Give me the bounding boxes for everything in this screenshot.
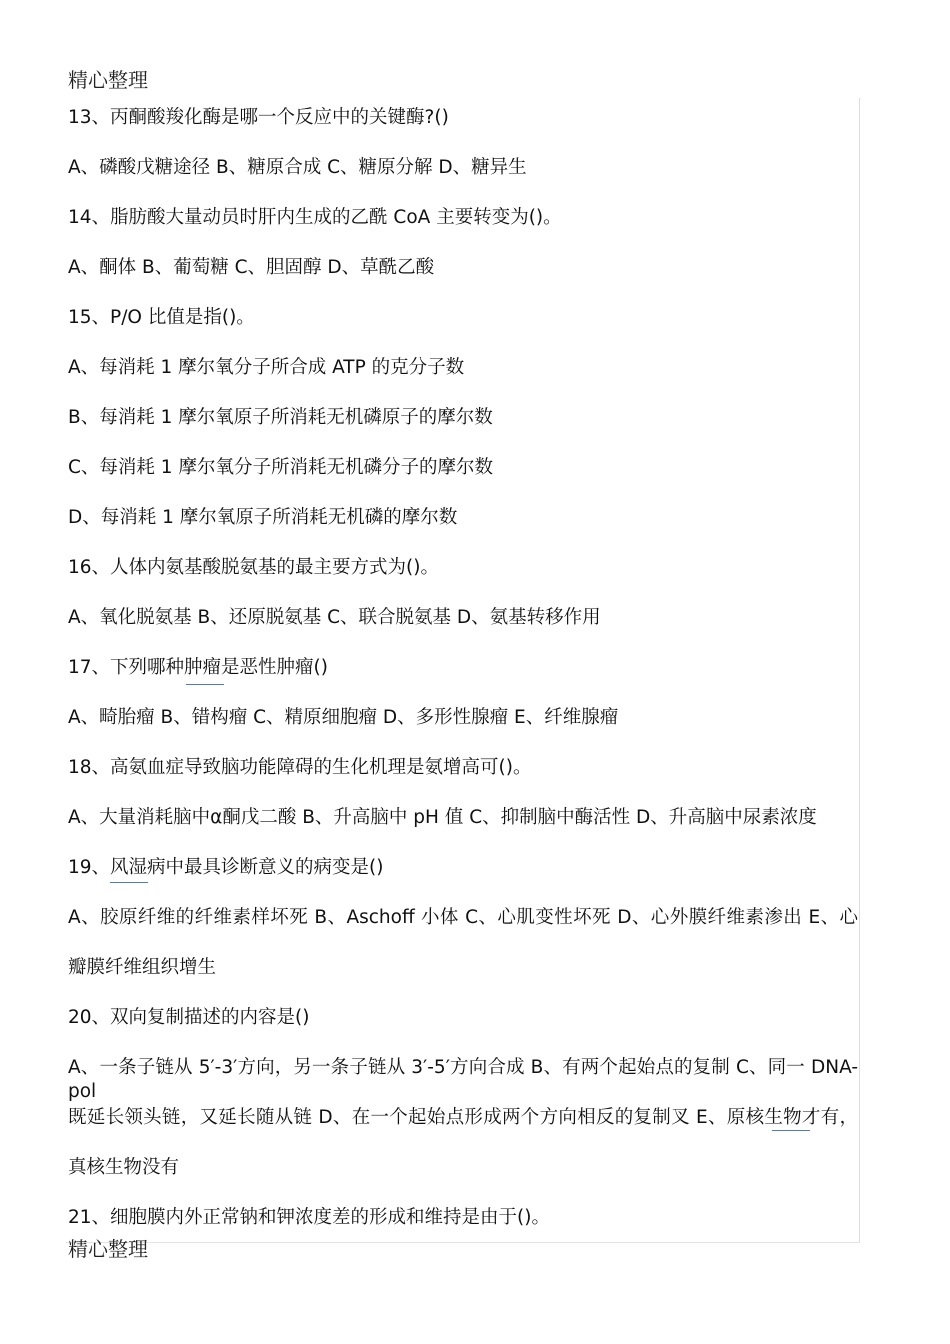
spell-check-underline: [772, 1130, 810, 1131]
page-footer: 精心整理: [68, 1237, 148, 1261]
spell-check-underline: [110, 882, 148, 883]
option-15c: C、每消耗 1 摩尔氧分子所消耗无机磷分子的摩尔数: [68, 457, 493, 478]
options-19: A、胶原纤维的纤维素样坏死 B、Aschoff 小体 C、心肌变性坏死 D、心外膜纤维素渗出 E、心: [68, 907, 858, 928]
question-18: 18、高氨血症导致脑功能障碍的生化机理是氨增高可()。: [68, 757, 532, 778]
question-17: 17、下列哪种肿瘤是恶性肿瘤(): [68, 657, 328, 678]
options-20: A、一条子链从 5′-3′方向，另一条子链从 3′-5′方向合成 B、有两个起始点的复制 C、同一 DNA-pol: [68, 1057, 858, 1102]
options-14: A、酮体 B、葡萄糖 C、胆固醇 D、草酰乙酸: [68, 257, 435, 278]
page-header: 精心整理: [68, 68, 148, 92]
options-18: A、大量消耗脑中α酮戊二酸 B、升高脑中 pH 值 C、抑制脑中酶活性 D、升高脑中尿素浓度: [68, 807, 817, 828]
question-16: 16、人体内氨基酸脱氨基的最主要方式为()。: [68, 557, 439, 578]
options-19-continued: 瓣膜纤维组织增生: [68, 957, 217, 978]
options-17: A、畸胎瘤 B、错构瘤 C、精原细胞瘤 D、多形性腺瘤 E、纤维腺瘤: [68, 707, 619, 728]
options-20-continued: 既延长领头链，又延长随从链 D、在一个起始点形成两个方向相反的复制叉 E、原核生物才有，: [68, 1107, 858, 1128]
options-16: A、氧化脱氨基 B、还原脱氨基 C、联合脱氨基 D、氨基转移作用: [68, 607, 601, 628]
option-15b: B、每消耗 1 摩尔氧原子所消耗无机磷原子的摩尔数: [68, 407, 493, 428]
question-15: 15、P/O 比值是指()。: [68, 307, 255, 328]
options-13: A、磷酸戊糖途径 B、糖原合成 C、糖原分解 D、糖异生: [68, 157, 527, 178]
spell-check-underline: [186, 684, 224, 685]
option-15a: A、每消耗 1 摩尔氧分子所合成 ATP 的克分子数: [68, 357, 465, 378]
document-body: [66, 98, 860, 1243]
question-21: 21、细胞膜内外正常钠和钾浓度差的形成和维持是由于()。: [68, 1207, 550, 1228]
question-13: 13、丙酮酸羧化酶是哪一个反应中的关键酶?(): [68, 107, 449, 128]
question-19: 19、风湿病中最具诊断意义的病变是(): [68, 857, 384, 878]
option-15d: D、每消耗 1 摩尔氧原子所消耗无机磷的摩尔数: [68, 507, 458, 528]
options-20-end: 真核生物没有: [68, 1157, 180, 1178]
question-20: 20、双向复制描述的内容是(): [68, 1007, 310, 1028]
question-14: 14、脂肪酸大量动员时肝内生成的乙酰 CoA 主要转变为()。: [68, 207, 562, 228]
